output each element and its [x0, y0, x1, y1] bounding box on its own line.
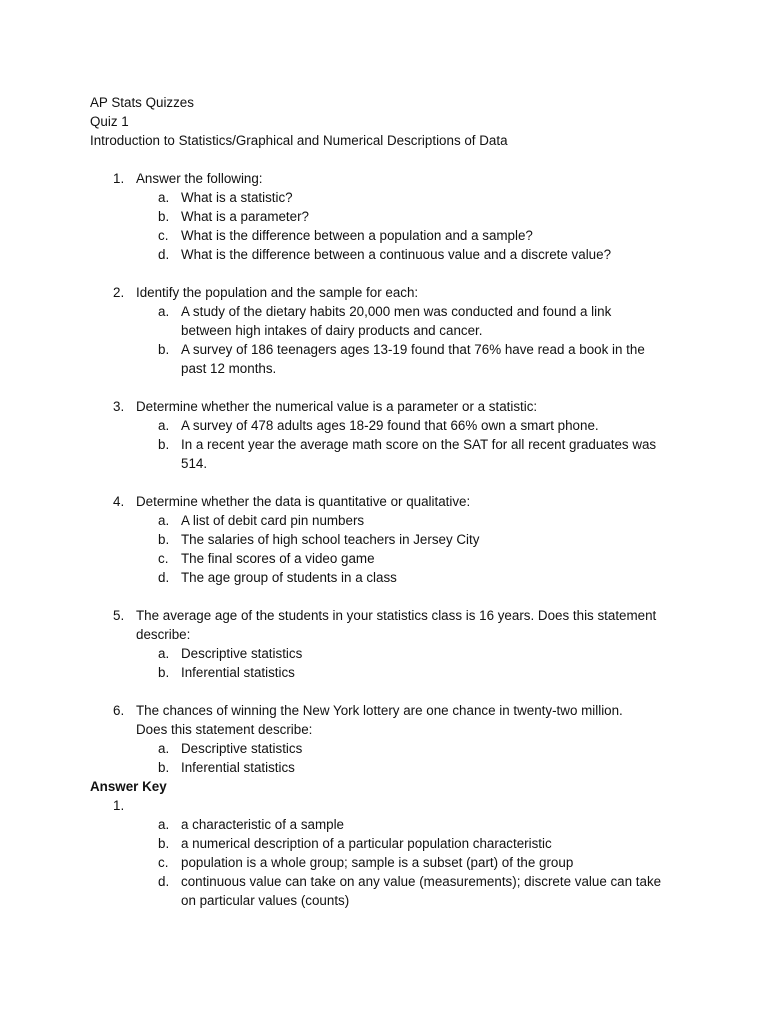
question-item-line: [0, 568, 768, 587]
answer-marker: a.: [158, 817, 170, 832]
question-text: The chances of winning the New York lottery are one chance in twenty-two million.: [136, 703, 623, 718]
question-item-line: [0, 245, 768, 264]
item-text: Descriptive statistics: [181, 741, 303, 756]
item-marker: c.: [158, 551, 169, 566]
question-item-line: [0, 359, 768, 378]
question-line: [0, 492, 768, 511]
item-text: Inferential statistics: [181, 665, 295, 680]
header-line-1: AP Stats Quizzes: [90, 95, 194, 110]
question-line: [0, 169, 768, 188]
item-text: Inferential statistics: [181, 760, 295, 775]
answer-item-line: [0, 872, 768, 891]
item-marker: b.: [158, 532, 170, 547]
answer-text: continuous value can take on any value (measurements); discrete value can take: [181, 874, 662, 889]
item-marker: d.: [158, 570, 170, 585]
header-topic-line: [0, 131, 768, 150]
question-line: [0, 625, 768, 644]
answer-number-line: [0, 796, 768, 815]
item-marker: d.: [158, 247, 170, 262]
question-text: Identify the population and the sample for each:: [136, 285, 419, 300]
item-text: The salaries of high school teachers in Jersey City: [181, 532, 480, 547]
question-line: [0, 397, 768, 416]
question-item-line: [0, 758, 768, 777]
answer-marker: b.: [158, 836, 170, 851]
item-marker: a.: [158, 304, 170, 319]
question-item-line: [0, 188, 768, 207]
item-marker: b.: [158, 665, 170, 680]
question-item-line: [0, 530, 768, 549]
answer-item-line: [0, 815, 768, 834]
question-item-line: [0, 435, 768, 454]
question-item-line: [0, 226, 768, 245]
question-item-line: [0, 207, 768, 226]
item-marker: b.: [158, 760, 170, 775]
answer-text: population is a whole group; sample is a subset (part) of the group: [181, 855, 574, 870]
item-text: A survey of 478 adults ages 18-29 found that 66% own a smart phone.: [181, 418, 599, 433]
item-marker: a.: [158, 418, 170, 433]
item-text: In a recent year the average math score on the SAT for all recent graduates was: [181, 437, 657, 452]
question-line: [0, 283, 768, 302]
question-item-line: [0, 663, 768, 682]
item-marker: a.: [158, 646, 170, 661]
answer-item-line: [0, 891, 768, 910]
question-item-line: [0, 302, 768, 321]
item-marker: a.: [158, 190, 170, 205]
item-text: A study of the dietary habits 20,000 men was conducted and found a link: [181, 304, 612, 319]
answer-marker: c.: [158, 855, 169, 870]
item-text: between high intakes of dairy products and cancer.: [181, 323, 483, 338]
answer-number: 1.: [113, 798, 125, 813]
question-line: [0, 606, 768, 625]
question-text: Determine whether the data is quantitative or qualitative:: [136, 494, 471, 509]
header-line-2: Quiz 1: [90, 114, 129, 129]
question-item-line: [0, 739, 768, 758]
question-number: 3.: [113, 399, 125, 414]
item-text: Descriptive statistics: [181, 646, 303, 661]
answer-key-title: Answer Key: [90, 779, 167, 794]
item-text: past 12 months.: [181, 361, 277, 376]
answer-text: a numerical description of a particular population characteristic: [181, 836, 552, 851]
item-marker: b.: [158, 342, 170, 357]
item-marker: b.: [158, 209, 170, 224]
item-text: What is a parameter?: [181, 209, 310, 224]
answer-key-heading: [0, 777, 768, 796]
question-item-line: [0, 416, 768, 435]
item-text: The final scores of a video game: [181, 551, 375, 566]
question-text: Determine whether the numerical value is a parameter or a statistic:: [136, 399, 538, 414]
item-text: What is the difference between a population and a sample?: [181, 228, 533, 243]
header-line-3: Introduction to Statistics/Graphical and Numerical Descriptions of Data: [90, 133, 508, 148]
item-text: 514.: [181, 456, 208, 471]
question-number: 5.: [113, 608, 125, 623]
question-number: 4.: [113, 494, 125, 509]
question-text: describe:: [136, 627, 191, 642]
answer-marker: d.: [158, 874, 170, 889]
question-text: The average age of the students in your statistics class is 16 years. Does this statement: [136, 608, 657, 623]
question-number: 6.: [113, 703, 125, 718]
question-item-line: [0, 340, 768, 359]
question-item-line: [0, 321, 768, 340]
item-text: What is a statistic?: [181, 190, 293, 205]
header-quiz-line: [0, 112, 768, 131]
item-marker: a.: [158, 513, 170, 528]
item-text: The age group of students in a class: [181, 570, 397, 585]
answer-text: on particular values (counts): [181, 893, 350, 908]
question-line: [0, 701, 768, 720]
question-number: 1.: [113, 171, 125, 186]
item-marker: b.: [158, 437, 170, 452]
question-number: 2.: [113, 285, 125, 300]
item-text: A survey of 186 teenagers ages 13-19 found that 76% have read a book in the: [181, 342, 645, 357]
item-text: What is the difference between a continuous value and a discrete value?: [181, 247, 612, 262]
answer-item-line: [0, 853, 768, 872]
question-item-line: [0, 549, 768, 568]
question-text: Does this statement describe:: [136, 722, 313, 737]
item-text: A list of debit card pin numbers: [181, 513, 365, 528]
item-marker: a.: [158, 741, 170, 756]
header-title-line: [0, 93, 768, 112]
question-text: Answer the following:: [136, 171, 263, 186]
question-line: [0, 720, 768, 739]
answer-item-line: [0, 834, 768, 853]
question-item-line: [0, 454, 768, 473]
question-item-line: [0, 644, 768, 663]
item-marker: c.: [158, 228, 169, 243]
answer-text: a characteristic of a sample: [181, 817, 344, 832]
question-item-line: [0, 511, 768, 530]
